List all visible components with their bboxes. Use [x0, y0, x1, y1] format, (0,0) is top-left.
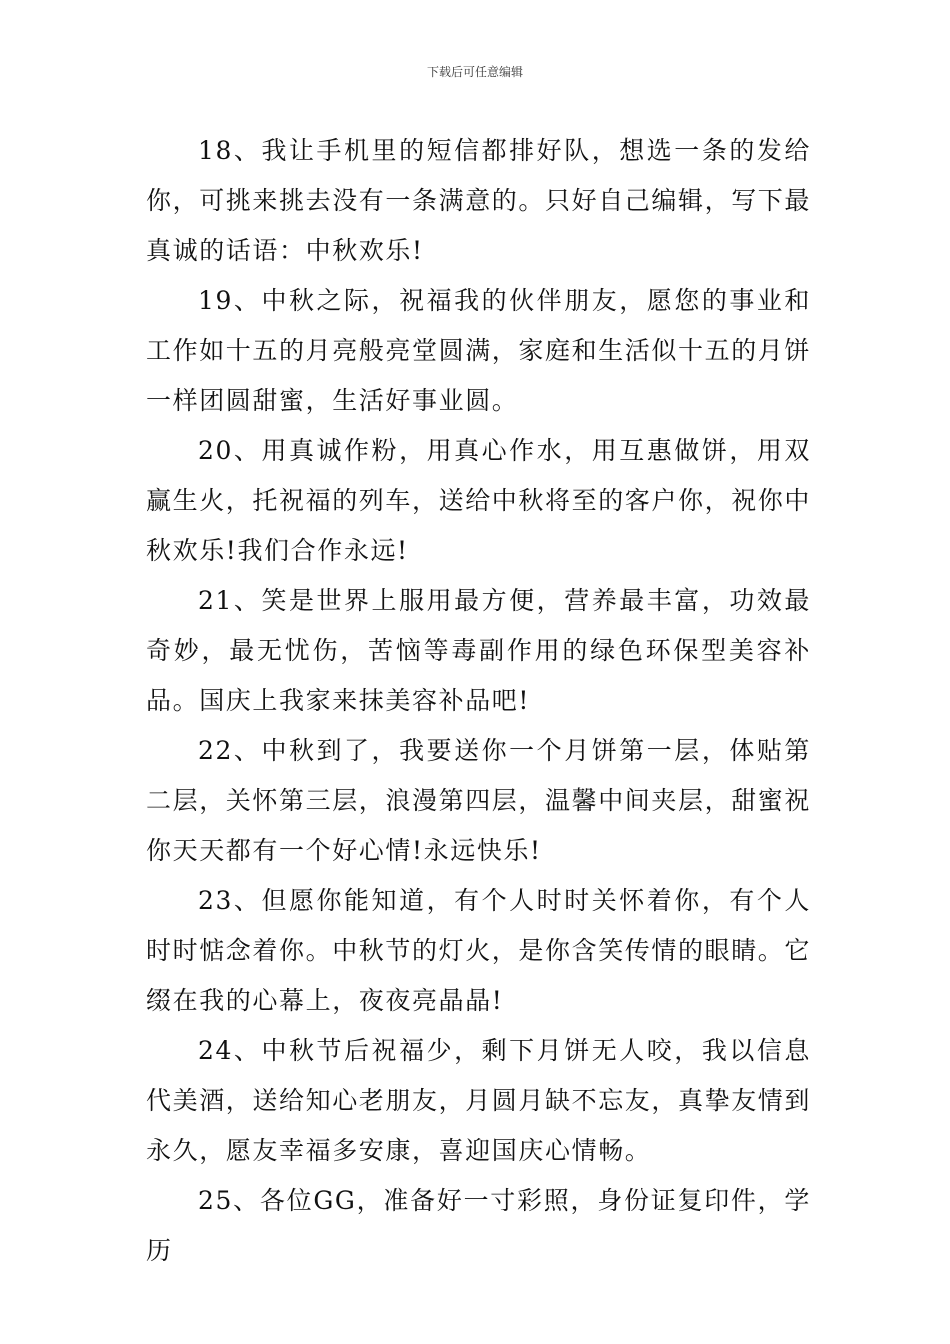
paragraph-20: 20、用真诚作粉，用真心作水，用互惠做饼，用双赢生火，托祝福的列车，送给中秋将至的客户你，祝你中秋欢乐!我们合作永远!	[146, 436, 812, 565]
paragraph-19: 19、中秋之际，祝福我的伙伴朋友，愿您的事业和工作如十五的月亮般亮堂圆满，家庭和生活似十五的月饼一样团圆甜蜜，生活好事业圆。	[146, 286, 812, 415]
paragraph-18: 18、我让手机里的短信都排好队，想选一条的发给你，可挑来挑去没有一条满意的。只好自己编辑，写下最真诚的话语：中秋欢乐!	[146, 136, 812, 265]
paragraph-24: 24、中秋节后祝福少，剩下月饼无人咬，我以信息代美酒，送给知心老朋友，月圆月缺不忘友，真挚友情到永久，愿友幸福多安康，喜迎国庆心情畅。	[146, 1036, 812, 1165]
document-body	[146, 126, 811, 1276]
paragraph-25: 25、各位GG，准备好一寸彩照，身份证复印件，学历	[146, 1186, 811, 1265]
page-header: 下载后可任意编辑	[426, 65, 523, 79]
paragraph-21: 21、笑是世界上服用最方便，营养最丰富，功效最奇妙，最无忧伤，苦恼等毒副作用的绿色环保型美容补品。国庆上我家来抹美容补品吧!	[146, 586, 811, 715]
paragraph-22: 22、中秋到了，我要送你一个月饼第一层，体贴第二层，关怀第三层，浪漫第四层，温馨中间夹层，甜蜜祝你天天都有一个好心情!永远快乐!	[146, 736, 812, 865]
paragraph-23: 23、但愿你能知道，有个人时时关怀着你，有个人时时惦念着你。中秋节的灯火，是你含笑传情的眼睛。它缀在我的心幕上，夜夜亮晶晶!	[146, 886, 812, 1015]
